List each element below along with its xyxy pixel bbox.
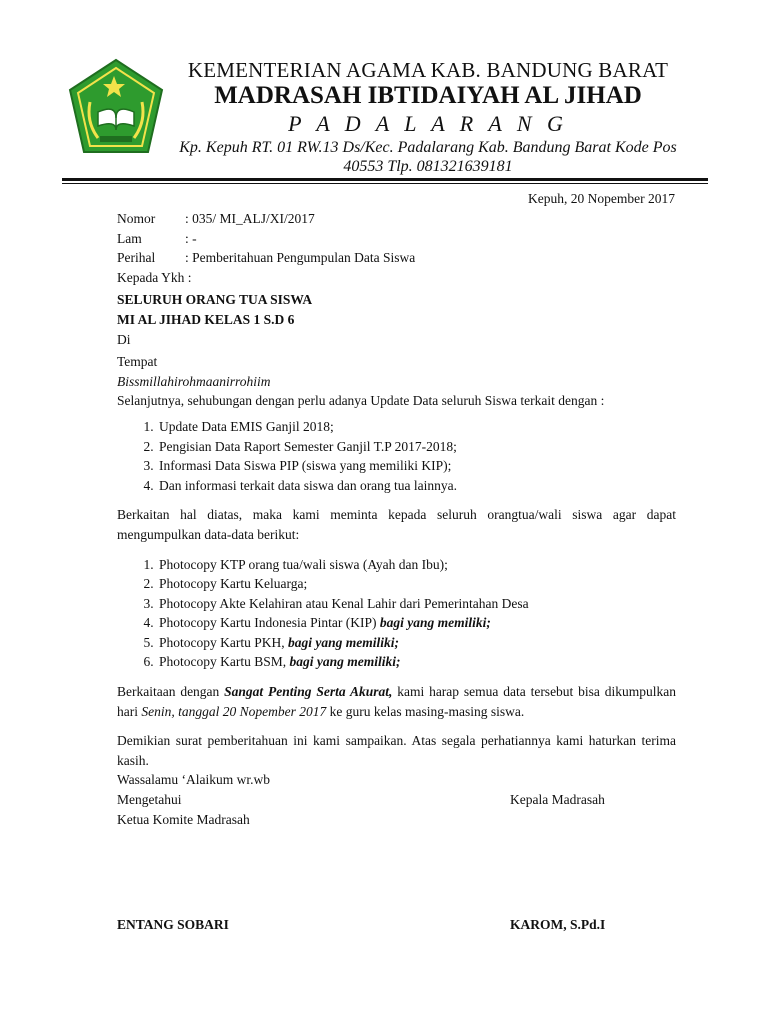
- list-item: 2. Pengisian Data Raport Semester Ganjil T.P 2017-2018;: [157, 437, 676, 457]
- address-line-1: Kp. Kepuh RT. 01 RW.13 Ds/Kec. Padalarang Kab. Bandung Barat Kode Pos: [179, 139, 677, 156]
- address-line-2: 40553 Tlp. 081321639181: [343, 158, 513, 175]
- sign-left-title-1: Mengetahui: [117, 792, 182, 808]
- meta-row-perihal: [117, 248, 676, 268]
- paragraph-intro: Selanjutnya, sehubungan dengan perlu adanya Update Data seluruh Siswa terkait dengan :: [117, 393, 605, 409]
- to-label: Kepada Ykh :: [117, 269, 192, 285]
- list-item: 1. Update Data EMIS Ganjil 2018;: [157, 417, 676, 437]
- documents-list: [117, 555, 676, 673]
- meta-key: Perihal: [117, 250, 156, 266]
- recipient-di: Di: [117, 331, 131, 347]
- sign-left-title-2: Ketua Komite Madrasah: [117, 811, 250, 827]
- paragraph-deadline: Berkaitaan dengan Sangat Penting Serta Akurat, kami harap semua data tersebut bisa dikumpulkan hari Senin, tanggal 20 Nopember 2017 ke guru kelas masing-masing siswa.: [117, 684, 676, 719]
- recipient-line-1: SELURUH ORANG TUA SISWA: [117, 292, 313, 308]
- meta-value: : 035/ MI_ALJ/XI/2017: [185, 211, 315, 226]
- city-line: P A D A L A R A N G: [288, 111, 568, 136]
- list-item: 2. Photocopy Kartu Keluarga;: [157, 574, 676, 594]
- ministry-line: KEMENTERIAN AGAMA KAB. BANDUNG BARAT: [187, 58, 669, 82]
- meta-row-nomor: [117, 209, 676, 229]
- list-item: 4. Dan informasi terkait data siswa dan orang tua lainnya.: [157, 476, 676, 496]
- signature-titles: [117, 790, 676, 829]
- signer-right-name: KAROM, S.Pd.I: [510, 917, 606, 932]
- letterhead-divider: [62, 178, 708, 181]
- list-item: 3. Photocopy Akte Kelahiran atau Kenal Lahir dari Pemerintahan Desa: [157, 594, 676, 614]
- letterhead-divider-thin: [62, 183, 708, 184]
- opening-greeting: Bissmillahirohmaanirrohiim: [117, 373, 271, 389]
- signer-left-name: ENTANG SOBARI: [117, 917, 229, 932]
- meta-key: Nomor: [117, 211, 156, 226]
- list-item: 5. Photocopy Kartu PKH, bagi yang memiliki;: [157, 633, 676, 653]
- list-item: 3. Informasi Data Siswa PIP (siswa yang memiliki KIP);: [157, 456, 676, 476]
- paragraph-request: Berkaitan hal diatas, maka kami meminta kepada seluruh orangtua/wali siswa agar dapat mengumpulkan data-data berikut:: [117, 507, 676, 542]
- recipient-line-2: MI AL JIHAD KELAS 1 S.D 6: [117, 311, 295, 327]
- letter-date: Kepuh, 20 Nopember 2017: [528, 191, 675, 206]
- signature-names: [117, 917, 676, 933]
- letterhead: [150, 58, 706, 176]
- paragraph-closing: Demikian surat pemberitahuan ini kami sampaikan. Atas segala perhatiannya kami haturkan terima kasih.: [117, 733, 676, 768]
- letter-body: [117, 209, 676, 829]
- list-item: 4. Photocopy Kartu Indonesia Pintar (KIP) bagi yang memiliki;: [157, 613, 676, 633]
- meta-key: Lam: [117, 230, 142, 246]
- closing-greeting: Wassalamu ‘Alaikum wr.wb: [117, 772, 271, 788]
- list-item: 6. Photocopy Kartu BSM, bagi yang memiliki;: [157, 652, 676, 672]
- list-item: 1. Photocopy KTP orang tua/wali siswa (Ayah dan Ibu);: [157, 555, 676, 575]
- meta-row-lampiran: [117, 229, 676, 249]
- meta-value: : -: [185, 230, 197, 246]
- meta-value: : Pemberitahuan Pengumpulan Data Siswa: [185, 250, 416, 266]
- update-list: [117, 417, 676, 495]
- sign-right-title: Kepala Madrasah: [510, 792, 605, 808]
- recipient-place: Tempat: [117, 354, 158, 370]
- school-name: MADRASAH IBTIDAIYAH AL JIHAD: [214, 82, 642, 109]
